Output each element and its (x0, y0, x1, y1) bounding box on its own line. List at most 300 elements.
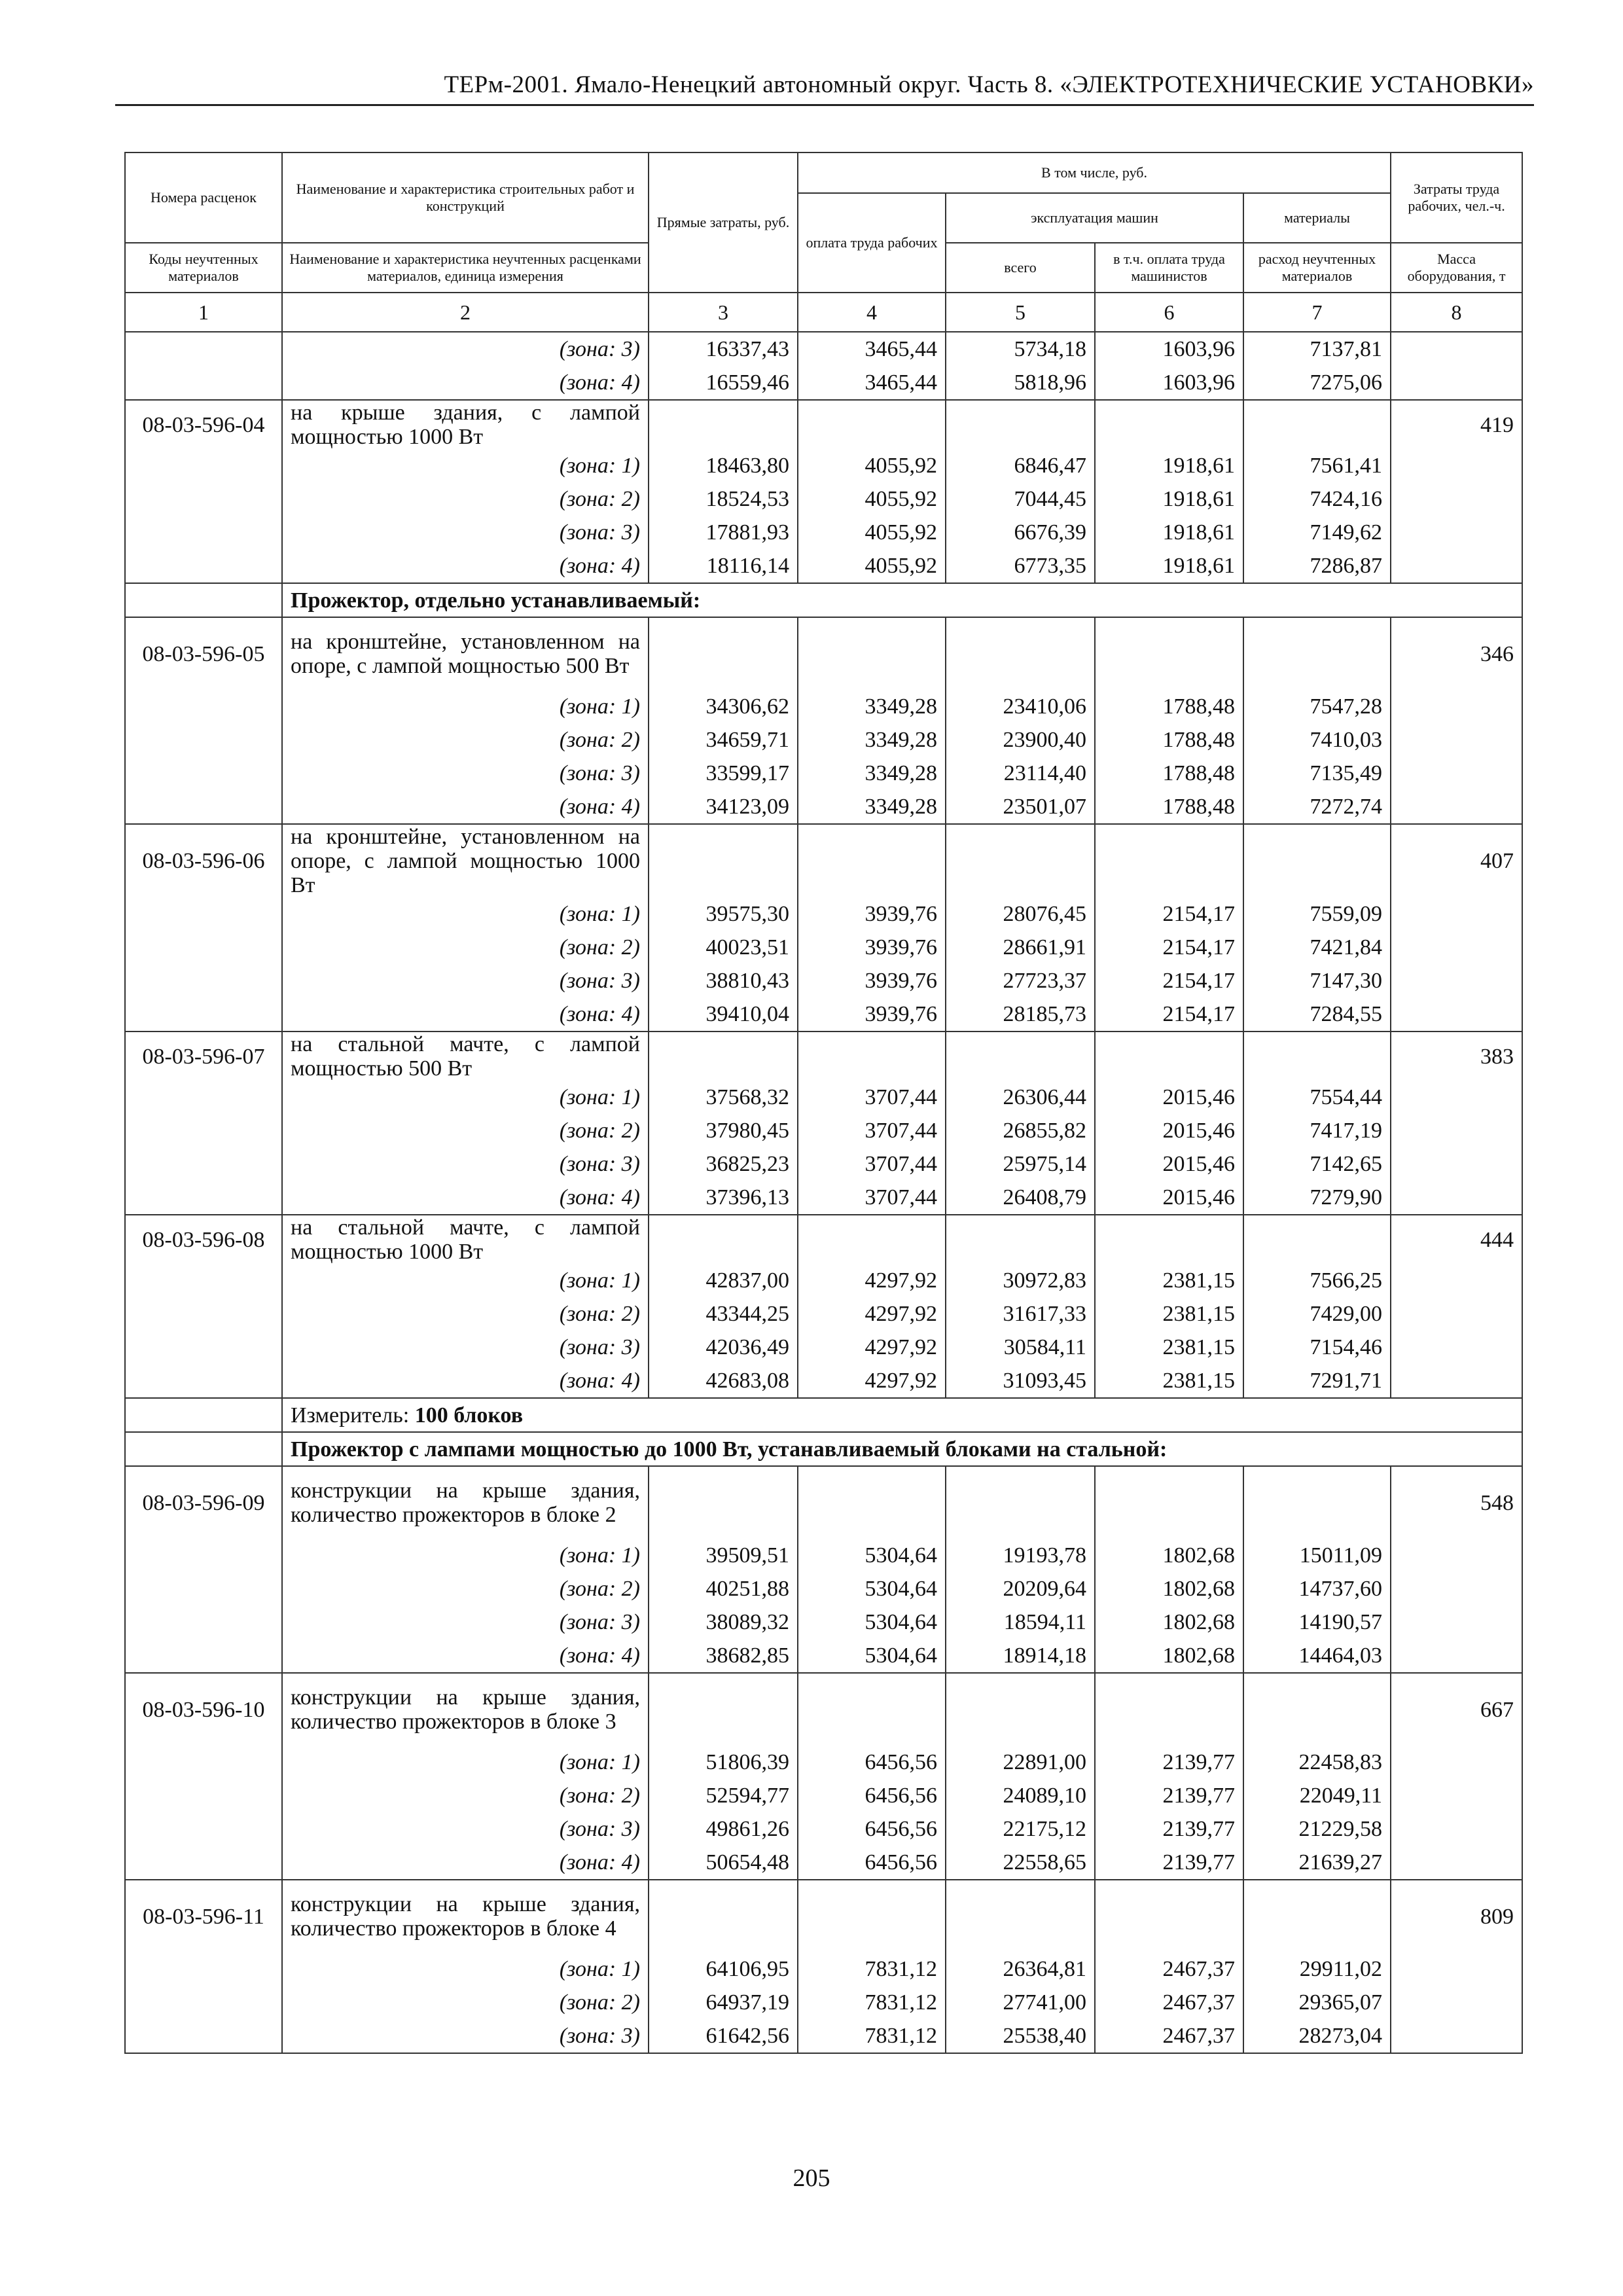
empty-cell (1243, 824, 1391, 897)
operator-pay-value: 1918,61 (1095, 482, 1243, 516)
worker-pay-value: 4297,92 (798, 1331, 946, 1364)
materials-value: 28273,04 (1243, 2019, 1391, 2053)
materials-value: 21229,58 (1243, 1812, 1391, 1846)
zone-label: (зона: 1) (282, 690, 649, 723)
worker-pay-value: 5304,64 (798, 1572, 946, 1605)
labor-hours-value: 667 (1391, 1673, 1522, 1746)
materials-value: 7410,03 (1243, 723, 1391, 757)
materials-value: 7154,46 (1243, 1331, 1391, 1364)
empty-cell (1391, 790, 1522, 824)
machines-total-value: 22558,65 (946, 1846, 1095, 1880)
rate-item-row (125, 1880, 1522, 1952)
direct-costs-value: 38682,85 (649, 1639, 798, 1673)
zone-row (125, 1986, 1522, 2019)
empty-cell (1391, 449, 1522, 482)
operator-pay-value: 1788,48 (1095, 757, 1243, 790)
empty-cell (1391, 1364, 1522, 1398)
zone-label: (зона: 1) (282, 1264, 649, 1297)
zone-row (125, 1539, 1522, 1572)
zone-row (125, 1114, 1522, 1147)
zone-label: (зона: 1) (282, 1539, 649, 1572)
empty-cell (125, 332, 282, 366)
direct-costs-value: 34306,62 (649, 690, 798, 723)
direct-costs-value: 42036,49 (649, 1331, 798, 1364)
empty-cell (125, 1264, 282, 1297)
labor-hours-value: 809 (1391, 1880, 1522, 1952)
empty-cell (1243, 1466, 1391, 1539)
worker-pay-value: 4055,92 (798, 549, 946, 583)
column-number: 3 (649, 293, 798, 332)
zone-row (125, 1331, 1522, 1364)
rate-description: на стальной мачте, с лампой мощностью 500 Вт (282, 1031, 649, 1081)
direct-costs-value: 34123,09 (649, 790, 798, 824)
worker-pay-value: 4055,92 (798, 482, 946, 516)
machines-total-value: 22175,12 (946, 1812, 1095, 1846)
materials-value: 7135,49 (1243, 757, 1391, 790)
zone-row (125, 1364, 1522, 1398)
zone-label: (зона: 2) (282, 1779, 649, 1812)
operator-pay-value: 2015,46 (1095, 1081, 1243, 1114)
column-number: 4 (798, 293, 946, 332)
machines-total-value: 20209,64 (946, 1572, 1095, 1605)
section-heading-row (125, 583, 1522, 617)
zone-row (125, 897, 1522, 931)
machines-total-value: 30584,11 (946, 1331, 1095, 1364)
section-heading-row (125, 1432, 1522, 1466)
rate-code: 08-03-596-06 (125, 824, 282, 897)
machines-total-value: 19193,78 (946, 1539, 1095, 1572)
operator-pay-value: 2467,37 (1095, 2019, 1243, 2053)
empty-cell (798, 1466, 946, 1539)
operator-pay-value: 1603,96 (1095, 332, 1243, 366)
empty-cell (649, 1673, 798, 1746)
empty-cell (125, 1081, 282, 1114)
machines-total-value: 27723,37 (946, 964, 1095, 997)
header-material-consumption: расход неучтенных материалов (1243, 243, 1391, 293)
column-number: 5 (946, 293, 1095, 332)
empty-cell (649, 1031, 798, 1081)
operator-pay-value: 2381,15 (1095, 1297, 1243, 1331)
zone-row (125, 449, 1522, 482)
direct-costs-value: 17881,93 (649, 516, 798, 549)
direct-costs-value: 18524,53 (649, 482, 798, 516)
empty-cell (1243, 1673, 1391, 1746)
direct-costs-value: 51806,39 (649, 1746, 798, 1779)
header-material-codes: Коды неучтенных материалов (125, 243, 282, 293)
zone-label: (зона: 2) (282, 723, 649, 757)
rate-item-row (125, 400, 1522, 449)
direct-costs-value: 64106,95 (649, 1952, 798, 1986)
worker-pay-value: 5304,64 (798, 1539, 946, 1572)
empty-cell (1391, 897, 1522, 931)
rate-description: конструкции на крыше здания, количество прожекторов в блоке 2 (282, 1466, 649, 1539)
direct-costs-value: 50654,48 (649, 1846, 798, 1880)
machines-total-value: 27741,00 (946, 1986, 1095, 2019)
empty-cell (125, 897, 282, 931)
operator-pay-value: 2139,77 (1095, 1779, 1243, 1812)
empty-cell (1391, 482, 1522, 516)
zone-row (125, 549, 1522, 583)
materials-value: 7561,41 (1243, 449, 1391, 482)
worker-pay-value: 4055,92 (798, 516, 946, 549)
worker-pay-value: 3939,76 (798, 897, 946, 931)
rate-description: на кронштейне, установленном на опоре, с лампой мощностью 500 Вт (282, 617, 649, 690)
materials-value: 14737,60 (1243, 1572, 1391, 1605)
machines-total-value: 23900,40 (946, 723, 1095, 757)
zone-label: (зона: 3) (282, 516, 649, 549)
empty-cell (125, 516, 282, 549)
empty-cell (1095, 1466, 1243, 1539)
empty-cell (1391, 1986, 1522, 2019)
empty-cell (1391, 1539, 1522, 1572)
materials-value: 7142,65 (1243, 1147, 1391, 1181)
section-heading: Прожектор с лампами мощностью до 1000 Вт, устанавливаемый блоками на стальной: (282, 1432, 1522, 1466)
materials-value: 7429,00 (1243, 1297, 1391, 1331)
empty-cell (798, 617, 946, 690)
materials-value: 22458,83 (1243, 1746, 1391, 1779)
empty-cell (125, 1779, 282, 1812)
empty-cell (125, 964, 282, 997)
rate-item-row (125, 1215, 1522, 1264)
empty-cell (946, 824, 1095, 897)
empty-cell (125, 1572, 282, 1605)
empty-cell (649, 400, 798, 449)
zone-row (125, 1147, 1522, 1181)
direct-costs-value: 39575,30 (649, 897, 798, 931)
rate-code: 08-03-596-11 (125, 1880, 282, 1952)
machines-total-value: 31617,33 (946, 1297, 1095, 1331)
empty-cell (1095, 617, 1243, 690)
empty-cell (1391, 757, 1522, 790)
empty-cell (798, 1880, 946, 1952)
zone-label: (зона: 3) (282, 2019, 649, 2053)
labor-hours-value: 383 (1391, 1031, 1522, 1081)
rate-code: 08-03-596-04 (125, 400, 282, 449)
machines-total-value: 6773,35 (946, 549, 1095, 583)
section-heading: Прожектор, отдельно устанавливаемый: (282, 583, 1522, 617)
materials-value: 29911,02 (1243, 1952, 1391, 1986)
zone-row (125, 366, 1522, 400)
machines-total-value: 31093,45 (946, 1364, 1095, 1398)
zone-label: (зона: 4) (282, 1364, 649, 1398)
operator-pay-value: 2381,15 (1095, 1364, 1243, 1398)
operator-pay-value: 1802,68 (1095, 1605, 1243, 1639)
worker-pay-value: 6456,56 (798, 1812, 946, 1846)
zone-row (125, 1952, 1522, 1986)
worker-pay-value: 6456,56 (798, 1779, 946, 1812)
direct-costs-value: 40023,51 (649, 931, 798, 964)
empty-cell (1243, 617, 1391, 690)
operator-pay-value: 1918,61 (1095, 549, 1243, 583)
zone-label: (зона: 1) (282, 897, 649, 931)
empty-cell (946, 400, 1095, 449)
direct-costs-value: 49861,26 (649, 1812, 798, 1846)
zone-label: (зона: 4) (282, 790, 649, 824)
direct-costs-value: 33599,17 (649, 757, 798, 790)
empty-cell (125, 997, 282, 1031)
header-equipment-mass: Масса оборудования, т (1391, 243, 1522, 293)
materials-value: 7279,90 (1243, 1181, 1391, 1215)
empty-cell (1391, 1846, 1522, 1880)
operator-pay-value: 2154,17 (1095, 997, 1243, 1031)
zone-row (125, 1081, 1522, 1114)
zone-label: (зона: 4) (282, 1181, 649, 1215)
zone-row (125, 723, 1522, 757)
empty-cell (1391, 931, 1522, 964)
header-including: В том числе, руб. (798, 152, 1391, 193)
machines-total-value: 22891,00 (946, 1746, 1095, 1779)
empty-cell (125, 1114, 282, 1147)
machines-total-value: 24089,10 (946, 1779, 1095, 1812)
materials-value: 7137,81 (1243, 332, 1391, 366)
machines-total-value: 28661,91 (946, 931, 1095, 964)
meter-value: 100 блоков (414, 1403, 524, 1427)
table-body (125, 332, 1522, 2053)
column-number: 1 (125, 293, 282, 332)
materials-value: 7559,09 (1243, 897, 1391, 931)
empty-cell (125, 723, 282, 757)
empty-cell (1391, 1779, 1522, 1812)
zone-row (125, 1181, 1522, 1215)
zone-row (125, 1812, 1522, 1846)
machines-total-value: 6846,47 (946, 449, 1095, 482)
empty-cell (125, 1605, 282, 1639)
empty-cell (125, 1181, 282, 1215)
worker-pay-value: 4297,92 (798, 1297, 946, 1331)
empty-cell (1391, 366, 1522, 400)
empty-cell (125, 1639, 282, 1673)
labor-hours-value: 419 (1391, 400, 1522, 449)
worker-pay-value: 3707,44 (798, 1181, 946, 1215)
empty-cell (125, 482, 282, 516)
operator-pay-value: 1603,96 (1095, 366, 1243, 400)
empty-cell (1391, 1952, 1522, 1986)
machines-total-value: 7044,45 (946, 482, 1095, 516)
materials-value: 7272,74 (1243, 790, 1391, 824)
empty-cell (125, 1398, 282, 1432)
rate-item-row (125, 1466, 1522, 1539)
rate-item-row (125, 1673, 1522, 1746)
empty-cell (798, 400, 946, 449)
direct-costs-value: 36825,23 (649, 1147, 798, 1181)
labor-hours-value: 444 (1391, 1215, 1522, 1264)
header-labor-hours: Затраты труда рабочих, чел.-ч. (1391, 152, 1522, 243)
materials-value: 29365,07 (1243, 1986, 1391, 2019)
direct-costs-value: 16559,46 (649, 366, 798, 400)
operator-pay-value: 2015,46 (1095, 1181, 1243, 1215)
worker-pay-value: 3349,28 (798, 723, 946, 757)
materials-value: 7149,62 (1243, 516, 1391, 549)
zone-row (125, 1264, 1522, 1297)
machines-total-value: 23410,06 (946, 690, 1095, 723)
direct-costs-value: 34659,71 (649, 723, 798, 757)
machines-total-value: 23501,07 (946, 790, 1095, 824)
materials-value: 7275,06 (1243, 366, 1391, 400)
operator-pay-value: 2139,77 (1095, 1746, 1243, 1779)
zone-label: (зона: 2) (282, 931, 649, 964)
materials-value: 21639,27 (1243, 1846, 1391, 1880)
page-number: 205 (793, 2164, 830, 2192)
materials-value: 7147,30 (1243, 964, 1391, 997)
zone-row (125, 1846, 1522, 1880)
empty-cell (1391, 1114, 1522, 1147)
zone-row (125, 931, 1522, 964)
empty-cell (125, 449, 282, 482)
zone-row (125, 1605, 1522, 1639)
worker-pay-value: 3465,44 (798, 366, 946, 400)
worker-pay-value: 3465,44 (798, 332, 946, 366)
empty-cell (946, 1466, 1095, 1539)
operator-pay-value: 1788,48 (1095, 790, 1243, 824)
operator-pay-value: 2154,17 (1095, 931, 1243, 964)
zone-label: (зона: 4) (282, 549, 649, 583)
worker-pay-value: 5304,64 (798, 1605, 946, 1639)
empty-cell (125, 583, 282, 617)
worker-pay-value: 5304,64 (798, 1639, 946, 1673)
worker-pay-value: 4055,92 (798, 449, 946, 482)
empty-cell (1391, 690, 1522, 723)
machines-total-value: 5734,18 (946, 332, 1095, 366)
rate-code: 08-03-596-10 (125, 1673, 282, 1746)
empty-cell (1391, 516, 1522, 549)
zone-row (125, 757, 1522, 790)
empty-cell (1095, 824, 1243, 897)
zone-row (125, 964, 1522, 997)
column-number: 8 (1391, 293, 1522, 332)
materials-value: 7566,25 (1243, 1264, 1391, 1297)
empty-cell (125, 2019, 282, 2053)
worker-pay-value: 6456,56 (798, 1846, 946, 1880)
empty-cell (1391, 1264, 1522, 1297)
empty-cell (1095, 400, 1243, 449)
materials-value: 7286,87 (1243, 549, 1391, 583)
empty-cell (798, 1673, 946, 1746)
rate-description: на кронштейне, установленном на опоре, с лампой мощностью 1000 Вт (282, 824, 649, 897)
direct-costs-value: 18463,80 (649, 449, 798, 482)
empty-cell (1391, 1572, 1522, 1605)
zone-row (125, 1639, 1522, 1673)
empty-cell (125, 1846, 282, 1880)
empty-cell (125, 1331, 282, 1364)
empty-cell (125, 1812, 282, 1846)
zone-label: (зона: 1) (282, 1746, 649, 1779)
empty-cell (649, 617, 798, 690)
empty-cell (1391, 1331, 1522, 1364)
empty-cell (1243, 1880, 1391, 1952)
direct-costs-value: 37980,45 (649, 1114, 798, 1147)
empty-cell (946, 1215, 1095, 1264)
empty-cell (125, 366, 282, 400)
zone-label: (зона: 3) (282, 1812, 649, 1846)
empty-cell (125, 1147, 282, 1181)
rate-description: конструкции на крыше здания, количество прожекторов в блоке 4 (282, 1880, 649, 1952)
materials-value: 7554,44 (1243, 1081, 1391, 1114)
direct-costs-value: 43344,25 (649, 1297, 798, 1331)
operator-pay-value: 1918,61 (1095, 449, 1243, 482)
direct-costs-value: 38810,43 (649, 964, 798, 997)
labor-hours-value: 407 (1391, 824, 1522, 897)
worker-pay-value: 7831,12 (798, 1952, 946, 1986)
table-header (125, 152, 1522, 332)
empty-cell (946, 1031, 1095, 1081)
empty-cell (798, 1215, 946, 1264)
machines-total-value: 18914,18 (946, 1639, 1095, 1673)
worker-pay-value: 3939,76 (798, 931, 946, 964)
operator-pay-value: 2139,77 (1095, 1846, 1243, 1880)
zone-label: (зона: 3) (282, 964, 649, 997)
operator-pay-value: 1788,48 (1095, 723, 1243, 757)
zone-row (125, 482, 1522, 516)
empty-cell (125, 690, 282, 723)
rate-code: 08-03-596-05 (125, 617, 282, 690)
zone-row (125, 1746, 1522, 1779)
zone-label: (зона: 2) (282, 1572, 649, 1605)
zone-row (125, 997, 1522, 1031)
worker-pay-value: 3939,76 (798, 964, 946, 997)
zone-row (125, 1779, 1522, 1812)
direct-costs-value: 40251,88 (649, 1572, 798, 1605)
zone-row (125, 516, 1522, 549)
worker-pay-value: 7831,12 (798, 1986, 946, 2019)
direct-costs-value: 42837,00 (649, 1264, 798, 1297)
zone-row (125, 1572, 1522, 1605)
machines-total-value: 6676,39 (946, 516, 1095, 549)
empty-cell (1391, 1297, 1522, 1331)
empty-cell (1391, 2019, 1522, 2053)
zone-label: (зона: 1) (282, 449, 649, 482)
empty-cell (649, 1466, 798, 1539)
worker-pay-value: 3707,44 (798, 1147, 946, 1181)
direct-costs-value: 64937,19 (649, 1986, 798, 2019)
operator-pay-value: 2467,37 (1095, 1986, 1243, 2019)
operator-pay-value: 1788,48 (1095, 690, 1243, 723)
operator-pay-value: 1918,61 (1095, 516, 1243, 549)
zone-row (125, 2019, 1522, 2053)
direct-costs-value: 42683,08 (649, 1364, 798, 1398)
zone-label: (зона: 4) (282, 1639, 649, 1673)
worker-pay-value: 3939,76 (798, 997, 946, 1031)
rate-code: 08-03-596-08 (125, 1215, 282, 1264)
materials-value: 7421,84 (1243, 931, 1391, 964)
empty-cell (1391, 332, 1522, 366)
empty-cell (125, 1952, 282, 1986)
worker-pay-value: 3349,28 (798, 690, 946, 723)
rate-description: на крыше здания, с лампой мощностью 1000 Вт (282, 400, 649, 449)
zone-row (125, 332, 1522, 366)
operator-pay-value: 1802,68 (1095, 1639, 1243, 1673)
direct-costs-value: 39509,51 (649, 1539, 798, 1572)
direct-costs-value: 39410,04 (649, 997, 798, 1031)
operator-pay-value: 1802,68 (1095, 1572, 1243, 1605)
machines-total-value: 28076,45 (946, 897, 1095, 931)
header-rate-numbers: Номера расценок (125, 152, 282, 243)
header-rule (115, 104, 1534, 106)
empty-cell (946, 1880, 1095, 1952)
empty-cell (946, 1673, 1095, 1746)
header-operator-pay: в т.ч. оплата труда машинистов (1095, 243, 1243, 293)
empty-cell (1391, 997, 1522, 1031)
empty-cell (1095, 1215, 1243, 1264)
worker-pay-value: 3349,28 (798, 790, 946, 824)
labor-hours-value: 346 (1391, 617, 1522, 690)
worker-pay-value: 3707,44 (798, 1114, 946, 1147)
zone-label: (зона: 1) (282, 1081, 649, 1114)
meter-cell (282, 1398, 1522, 1432)
direct-costs-value: 52594,77 (649, 1779, 798, 1812)
empty-cell (1391, 1147, 1522, 1181)
header-material-name: Наименование и характеристика неучтенных расценками материалов, единица измерения (282, 243, 649, 293)
materials-value: 7284,55 (1243, 997, 1391, 1031)
